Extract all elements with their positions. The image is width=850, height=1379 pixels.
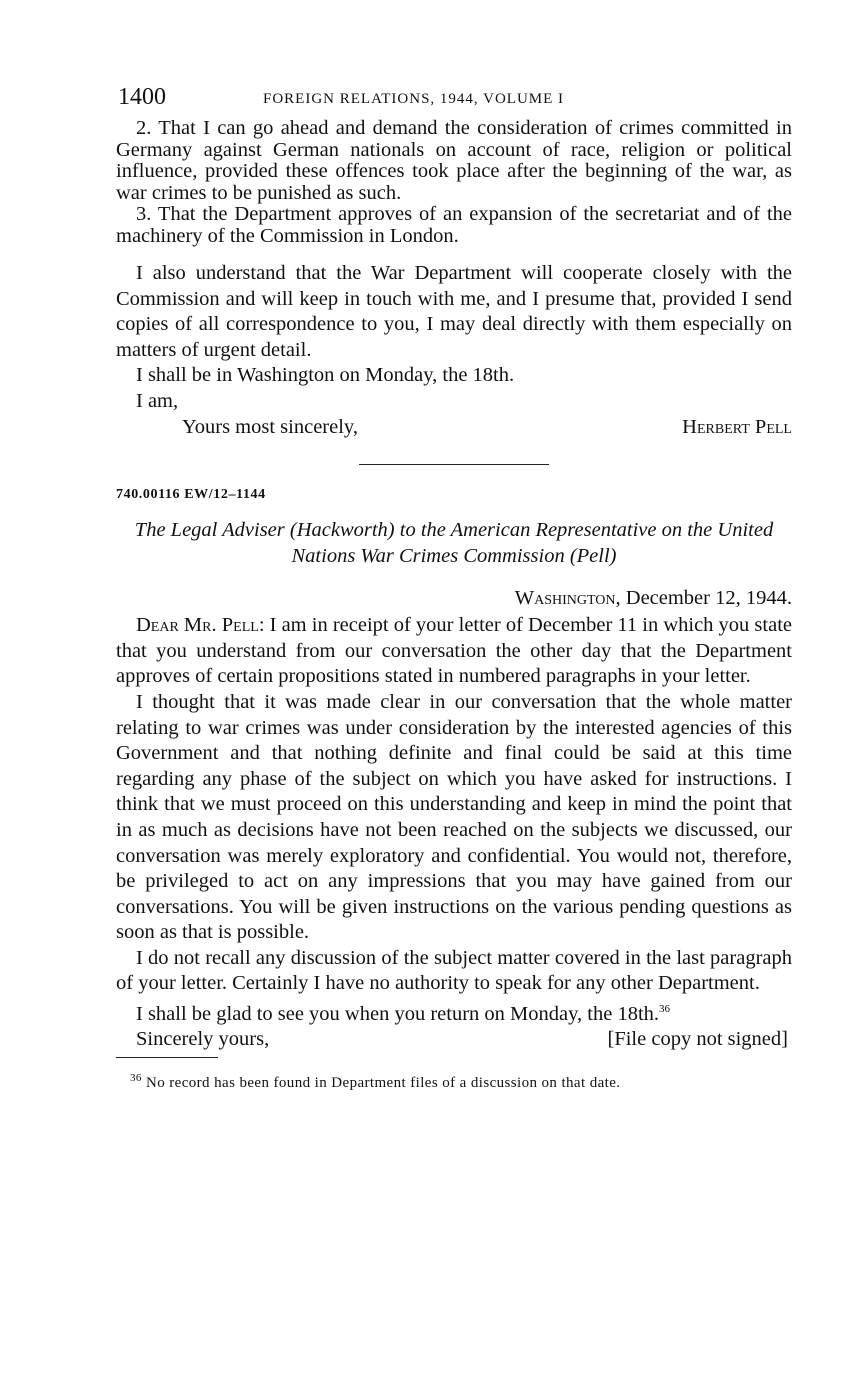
- running-head: FOREIGN RELATIONS, 1944, VOLUME I: [263, 91, 565, 107]
- file-number: 740.00116 EW/12–1144: [116, 487, 266, 503]
- dateline-date: , December 12, 1944.: [615, 587, 792, 610]
- letter2-body: [116, 613, 792, 1053]
- footnote-marker: 36: [130, 1072, 142, 1085]
- numbered-item-2: 2. That I can go ahead and demand the consideration of crimes committed in Germany against German nationals on account of race, religion or political influence, provided these offences took place after the beginning of the war, as war crimes to be punished as such.: [116, 117, 792, 204]
- numbered-items: [116, 118, 792, 247]
- dateline: [116, 585, 792, 611]
- document-page: [116, 82, 792, 1092]
- section-divider: [359, 464, 549, 465]
- numbered-item-3: 3. That the Department approves of an expansion of the secretariat and of the machinery of the Commission in London.: [116, 203, 792, 247]
- letter1-signature: Herbert Pell: [682, 415, 792, 438]
- letter2-last-paragraph: [116, 997, 792, 1027]
- salutation: Dear Mr. Pell: [136, 614, 259, 637]
- footnote-text: No record has been found in Department files of a discussion on that date.: [145, 1075, 621, 1092]
- page-header: [116, 82, 792, 118]
- page-number: 1400: [118, 84, 166, 110]
- document-title: The Legal Adviser (Hackworth) to the American Representative on the United Nations War Crimes Commission (Pell): [134, 519, 774, 568]
- letter1-paragraph: I am,: [136, 389, 179, 412]
- footnote-divider: [116, 1057, 218, 1058]
- letter1-signature-row: [116, 415, 792, 441]
- letter2-closing-row: [116, 1027, 792, 1053]
- file-copy-note: [File copy not signed]: [607, 1028, 788, 1051]
- letter1-closing: Yours most sincerely,: [182, 415, 358, 438]
- last-paragraph-text: I shall be glad to see you when you return on Monday, the 18th.: [136, 1002, 660, 1025]
- letter2-paragraph: I thought that it was made clear in our conversation that the whole matter relating to war crimes was under consideration by the interested agencies of this Government and that nothing definite and final could be said at this time regarding any phase of the subject on which you have asked for instructions. I think that we must proceed on this understanding and keep in mind the point that in as much as decisions have not been reached on the subjects we discussed, our conversation was merely exploratory and confidential. You would not, therefore, be privileged to act on any impressions that you may have gained from our conversations. You will be given instructions on the various pending questions as soon as that is possible.: [116, 690, 792, 944]
- first-paragraph-text: : I am in receipt of your letter of December 11 in which you state that you understand from our conversation the other day that the Department approves of certain propositions stated in numbered paragraphs in your letter.: [116, 614, 793, 688]
- letter2-paragraph: I do not recall any discussion of the subject matter covered in the last paragraph of your letter. Certainly I have no authority to speak for any other Department.: [116, 946, 792, 995]
- letter1-paragraph: I shall be in Washington on Monday, the 18th.: [136, 364, 515, 387]
- letter1-paragraph: I also understand that the War Department will cooperate closely with the Commission and will keep in touch with me, and I presume that, provided I send copies of all correspondence to you, I may deal directly with them especially on matters of urgent detail.: [116, 262, 792, 361]
- letter2-first-paragraph: [116, 613, 792, 690]
- letter1-body: [116, 261, 792, 440]
- footnote-reference: 36: [659, 1003, 671, 1016]
- footnote: [116, 1072, 792, 1092]
- dateline-place: Washington: [514, 587, 616, 610]
- letter2-closing: Sincerely yours,: [136, 1028, 270, 1051]
